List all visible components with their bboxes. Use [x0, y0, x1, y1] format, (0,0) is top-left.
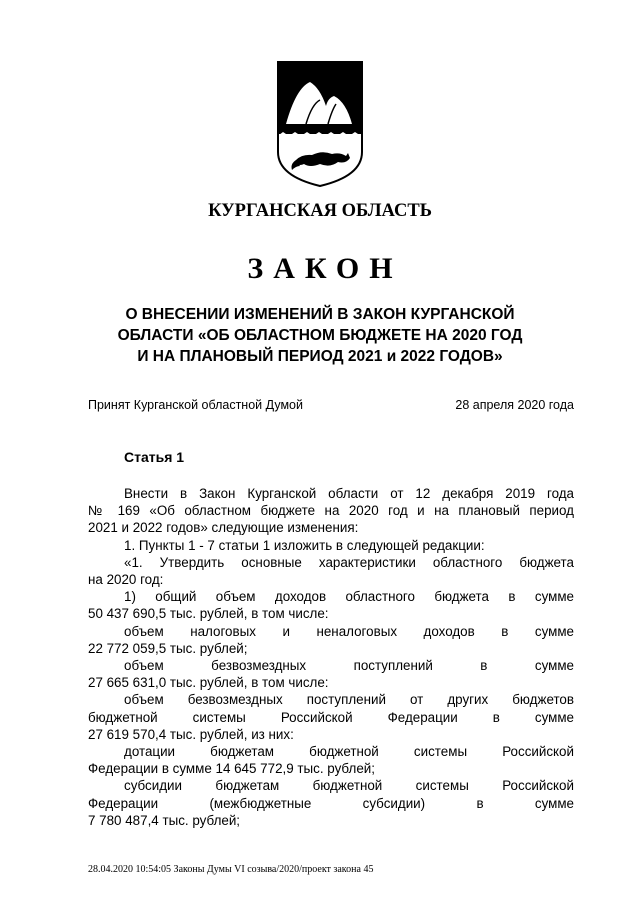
article-line: 1. Пункты 1 - 7 статьи 1 изложить в следующей редакции:	[124, 537, 485, 553]
article-line: Внести в Закон Курганской области от 12 декабря 2019 года	[124, 486, 574, 501]
article-line: Федерации (межбюджетные субсидии) в сумме	[88, 795, 574, 811]
article-line: 22 772 059,5 тыс. рублей;	[88, 640, 248, 656]
article-line: 2021 и 2022 годов» следующие изменения:	[88, 520, 359, 536]
article-line: субсидии бюджетам бюджетной системы Российской	[124, 778, 574, 794]
article-line: на 2020 год:	[88, 572, 164, 588]
subtitle-line: О ВНЕСЕНИИ ИЗМЕНЕНИЙ В ЗАКОН КУРГАНСКОЙ	[125, 306, 515, 323]
coat-of-arms-emblem	[276, 60, 364, 188]
document-type-title: ЗАКОН	[247, 252, 403, 285]
article-body	[88, 485, 574, 829]
subtitle-line: ОБЛАСТИ «ОБ ОБЛАСТНОМ БЮДЖЕТЕ НА 2020 ГОД	[117, 327, 523, 344]
region-title: КУРГАНСКАЯ ОБЛАСТЬ	[208, 201, 432, 221]
article-line: бюджетной системы Российской Федерации в сумме	[88, 709, 574, 725]
subtitle-line: И НА ПЛАНОВЫЙ ПЕРИОД 2021 и 2022 ГОДОВ»	[137, 348, 503, 365]
adoption-date: 28 апреля 2020 года	[455, 398, 574, 412]
article-line: № 169 «Об областном бюджете на 2020 год и на плановый период	[88, 503, 574, 519]
article-line: дотации бюджетам бюджетной системы Российской	[124, 744, 574, 760]
article-line: объем безвозмездных поступлений в сумме	[124, 658, 574, 674]
article-heading: Статья 1	[124, 449, 185, 465]
article-line: «1. Утвердить основные характеристики областного бюджета	[124, 554, 574, 570]
article-line: 27 619 570,4 тыс. рублей, из них:	[88, 726, 294, 742]
article-line: 1) общий объем доходов областного бюджета в сумме	[124, 589, 574, 605]
article-line: объем налоговых и неналоговых доходов в сумме	[124, 623, 574, 639]
article-line: Федерации в сумме 14 645 772,9 тыс. рублей;	[88, 761, 375, 777]
adopted-by: Принят Курганской областной Думой	[88, 398, 303, 412]
article-line: 50 437 690,5 тыс. рублей, в том числе:	[88, 606, 329, 622]
article-line: объем безвозмездных поступлений от других бюджетов	[124, 692, 574, 708]
article-line: 27 665 631,0 тыс. рублей, в том числе:	[88, 675, 329, 691]
document-footer: 28.04.2020 10:54:05 Законы Думы VI созыва/2020/проект закона 45	[88, 864, 374, 875]
article-line: 7 780 487,4 тыс. рублей;	[88, 812, 241, 828]
law-subtitle	[60, 304, 580, 367]
